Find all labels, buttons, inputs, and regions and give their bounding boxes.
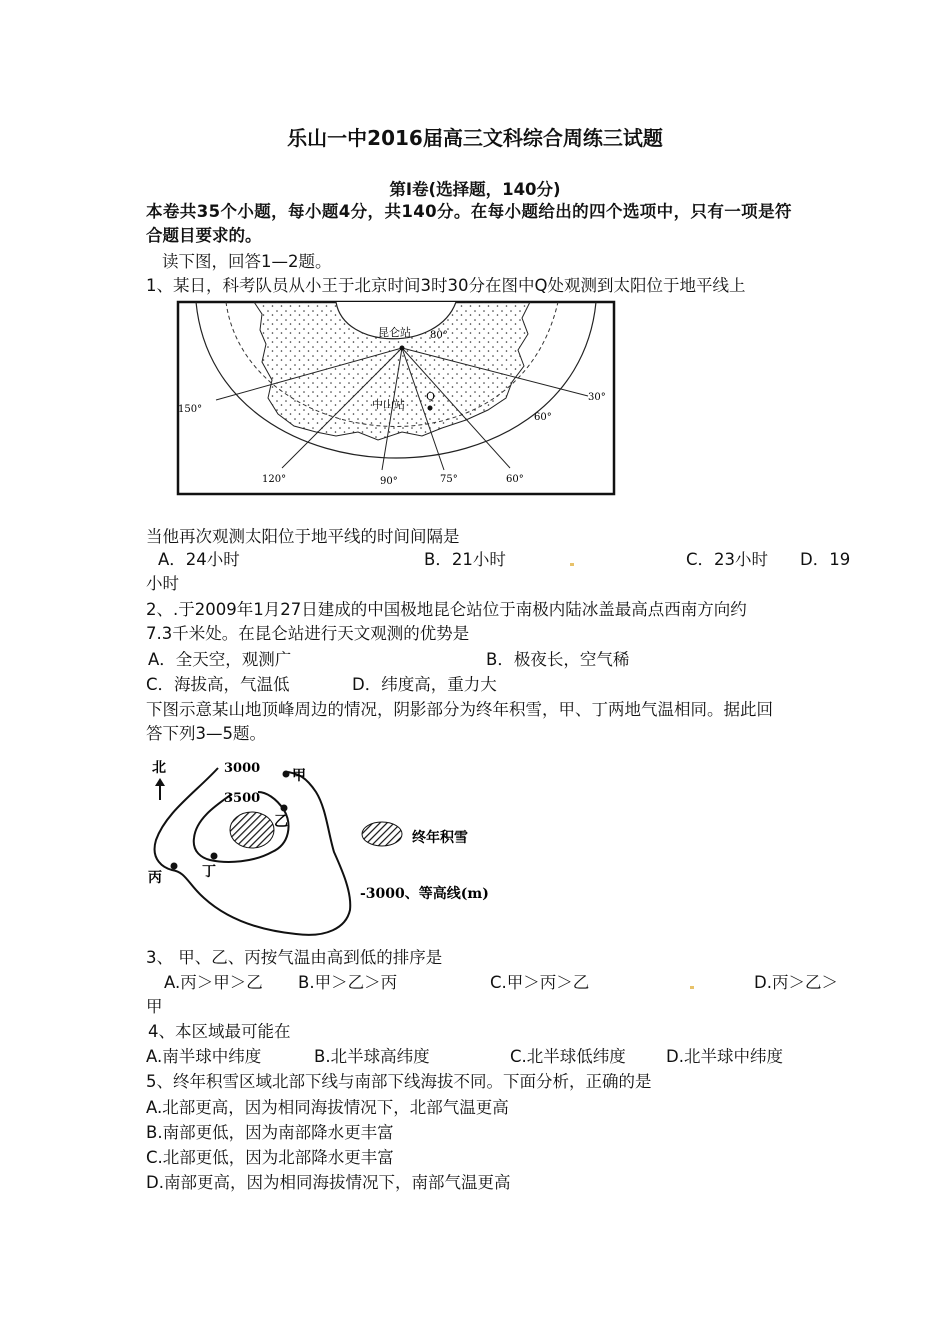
kunlun-station-label: 昆仑站	[378, 326, 411, 339]
q4-option-d: D.北半球中纬度	[666, 1047, 783, 1066]
q2-stem-line1: 2、.于2009年1月27日建成的中国极地昆仑站位于南极内陆冰盖最高点西南方向约	[146, 600, 747, 619]
yi-label: 乙	[274, 814, 288, 830]
point-q-label: Q	[426, 390, 436, 403]
q3-option-d: D.丙＞乙＞	[754, 973, 838, 992]
group1-intro: 读下图，回答1—2题。	[162, 252, 332, 271]
point-yi	[281, 805, 288, 812]
q3-option-c: C.甲＞丙＞乙	[490, 973, 590, 992]
q5-option-a: A.北部更高，因为相同海拔情况下，北部气温更高	[146, 1098, 509, 1117]
q2-option-d: D．纬度高，重力大	[352, 675, 497, 694]
lon-90-label: 90°	[380, 476, 398, 487]
legend-contour-label: -3000、等高线(m)	[360, 886, 489, 902]
legend-snow-swatch	[362, 822, 402, 846]
q3-stem: 3、 甲、乙、丙按气温由高到低的排序是	[146, 948, 443, 967]
lat-80-label: 80°	[430, 330, 448, 341]
q1-option-c: C．23小时	[686, 550, 769, 569]
q1-option-a: A．24小时	[158, 550, 240, 569]
q3-option-d-cont: 甲	[146, 997, 163, 1016]
q2-option-b: B．极夜长，空气稀	[486, 650, 630, 669]
lon-60-label: 60°	[506, 474, 524, 485]
lat-60-label: 60°	[534, 412, 552, 423]
document-title: 乐山一中2016届高三文科综合周练三试题	[287, 126, 663, 150]
q5-option-d: D.南部更高，因为相同海拔情况下，南部气温更高	[146, 1173, 511, 1192]
q5-option-c: C.北部更低，因为北部降水更丰富	[146, 1148, 394, 1167]
lon-30-label: 30°	[588, 392, 606, 403]
q1-option-d: D．19	[800, 550, 851, 569]
lon-120-label: 120°	[262, 474, 287, 485]
q4-option-b: B.北半球高纬度	[314, 1047, 430, 1066]
q4-option-a: A.南半球中纬度	[146, 1047, 262, 1066]
lon-150-label: 150°	[178, 404, 203, 415]
group2-intro-line1: 下图示意某山地顶峰周边的情况，阴影部分为终年积雪，甲、丁两地气温相同。据此回	[146, 700, 773, 719]
contour-3000-label: 3000	[224, 761, 261, 776]
part-heading: 第Ⅰ卷(选择题，140分)	[389, 180, 561, 199]
point-ding	[211, 853, 218, 860]
q3-option-a: A.丙＞甲＞乙	[164, 973, 263, 992]
q1-stem-line2: 当他再次观测太阳位于地平线的时间间隔是	[146, 527, 460, 546]
q2-option-a: A．全天空，观测广	[148, 650, 292, 669]
contour-map	[146, 752, 516, 938]
ding-label: 丁	[202, 864, 216, 880]
snow-area	[230, 812, 274, 848]
instruction-line-1: 本卷共35个小题，每小题4分，共140分。在每小题给出的四个选项中，只有一项是符	[146, 202, 792, 221]
q1-option-d-cont: 小时	[146, 574, 179, 593]
jia-label: 甲	[292, 768, 306, 784]
bing-label: 丙	[148, 870, 162, 886]
q4-option-c: C.北半球低纬度	[510, 1047, 626, 1066]
antarctica-map	[176, 300, 616, 496]
north-label: 北	[152, 760, 166, 776]
q2-option-c: C．海拔高，气温低	[146, 675, 290, 694]
contour-3500-label: 3500	[224, 791, 261, 806]
point-bing	[171, 863, 178, 870]
group2-intro-line2: 答下列3—5题。	[146, 724, 266, 743]
point-jia	[283, 771, 290, 778]
lon-75-label: 75°	[440, 474, 458, 485]
legend-snow-label: 终年积雪	[412, 830, 468, 846]
q3-option-b: B.甲＞乙＞丙	[298, 973, 398, 992]
zhongshan-station-label: 中山站	[372, 398, 405, 411]
q1-stem-line1: 1、某日，科考队员从小王于北京时间3时30分在图中Q处观测到太阳位于地平线上	[146, 276, 746, 295]
q1-option-b: B．21小时	[424, 550, 506, 569]
q5-stem: 5、终年积雪区域北部下线与南部下线海拔不同。下面分析，正确的是	[146, 1072, 652, 1091]
instruction-line-2: 合题目要求的。	[146, 226, 262, 245]
q4-stem: 4、本区域最可能在	[148, 1022, 291, 1041]
q2-stem-line2: 7.3千米处。在昆仑站进行天文观测的优势是	[146, 624, 470, 643]
q5-option-b: B.南部更低，因为南部降水更丰富	[146, 1123, 394, 1142]
